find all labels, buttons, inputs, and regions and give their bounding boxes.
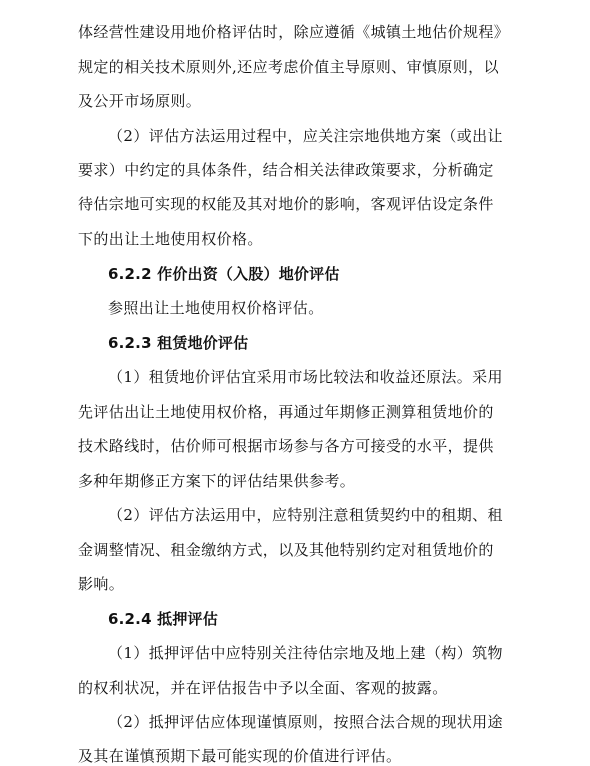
paragraph-line: （2）抵押评估应体现谨慎原则，按照合法合规的现状用途	[108, 713, 503, 731]
paragraph-line: 要求）中约定的具体条件，结合相关法律政策要求，分析确定	[78, 161, 494, 179]
paragraph-line: （2）评估方法运用过程中，应关注宗地供地方案（或出让	[108, 127, 503, 145]
paragraph-line: 待估宗地可实现的权能及其对地价的影响，客观评估设定条件	[78, 195, 494, 213]
section-heading-6-2-2: 6.2.2 作价出资（入股）地价评估	[108, 265, 340, 283]
paragraph-line: （2）评估方法运用中，应特别注意租赁契约中的租期、租	[108, 506, 503, 524]
paragraph-line: 体经营性建设用地价格评估时，除应遵循《城镇土地估价规程》	[78, 23, 510, 41]
paragraph-line: 先评估出让土地使用权价格，再通过年期修正测算租赁地价的	[78, 403, 494, 421]
paragraph-line: 技术路线时，估价师可根据市场参与各方可接受的水平，提供	[78, 437, 494, 455]
paragraph-line: 的权利状况，并在评估报告中予以全面、客观的披露。	[78, 679, 448, 697]
paragraph-line: 下的出让土地使用权价格。	[78, 230, 263, 248]
paragraph-line: 影响。	[78, 575, 125, 593]
paragraph-line: 参照出让土地使用权价格评估。	[108, 299, 324, 317]
section-heading-6-2-4: 6.2.4 抵押评估	[108, 610, 218, 628]
paragraph-line: 及其在谨慎预期下最可能实现的价值进行评估。	[78, 747, 402, 765]
paragraph-line: （1）抵押评估中应特别关注待估宗地及地上建（构）筑物	[108, 644, 503, 662]
paragraph-line: 多种年期修正方案下的评估结果供参考。	[78, 472, 356, 490]
section-heading-6-2-3: 6.2.3 租赁地价评估	[108, 334, 249, 352]
paragraph-line: 及公开市场原则。	[78, 92, 202, 110]
paragraph-line: 金调整情况、租金缴纳方式，以及其他特别约定对租赁地价的	[78, 541, 494, 559]
paragraph-line: 规定的相关技术原则外,还应考虑价值主导原则、审慎原则，以	[78, 58, 499, 76]
paragraph-line: （1）租赁地价评估宜采用市场比较法和收益还原法。采用	[108, 368, 503, 386]
